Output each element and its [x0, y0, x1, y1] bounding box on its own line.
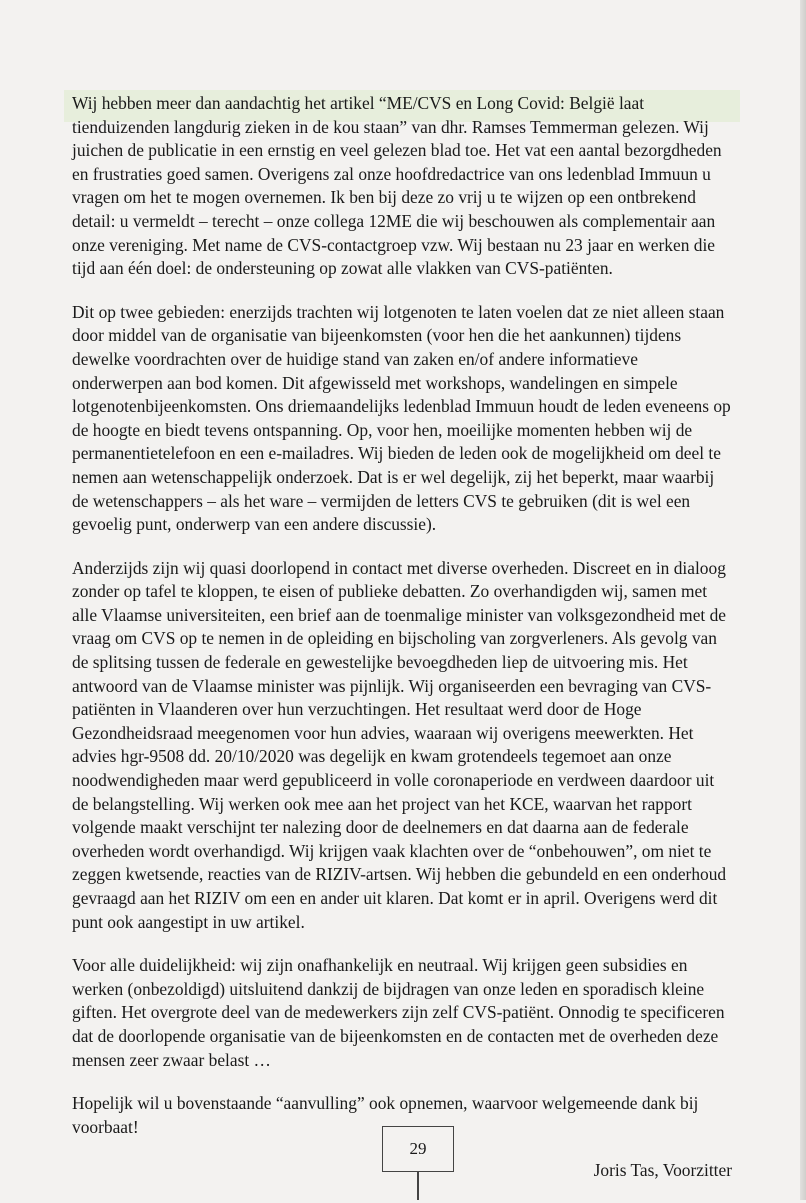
article-body	[72, 92, 732, 1203]
signature: Joris Tas, Voorzitter	[593, 1160, 732, 1181]
page-number: 29	[409, 1139, 427, 1158]
page-number-box	[382, 1126, 454, 1172]
closing-paragraph: Hopelijk wil u bovenstaande “aanvulling” ook opnemen, waarvoor welgemeende dank bij voorbaat!	[72, 1093, 699, 1137]
paragraph-2: Dit op twee gebieden: enerzijds trachten wij lotgenoten te laten voelen dat ze niet alleen staan door middel van de organisatie van bijeenkomsten (voor hen die het aankunnen) tijdens dewelke voordrachten over de huidige stand van zaken en/of andere informatieve onderwerpen aan bod komen. Dit afgewisseld met workshops, wandelingen en simpele lotgenotenbijeenkomsten. Ons driemaandelijks ledenblad Immuun houdt de leden eveneens op de hoogte en biedt tevens ontspanning. Op, voor hen, moeilijke momenten hebben wij de permanentietelefoon en een e-mailadres. Wij bieden de leden ook de mogelijkheid om deel te nemen aan wetenschappelijk onderzoek. Dat is er wel degelijk, zij het beperkt, maar waarbij de wetenschappers – als het ware – vermijden de letters CVS te gebruiken (dit is wel een gevoelig punt, onderwerp van een andere discussie).	[72, 301, 731, 535]
paragraph-1: Wij hebben meer dan aandachtig het artikel “ME/CVS en Long Covid: België laat tienduizenden langdurig zieken in de kou staan” van dhr. Ramses Temmerman gelezen. Wij juichen de publicatie in een ernstig en veel gelezen blad toe. Het vat een aantal bezorgdheden en frustraties goed samen. Overigens zal onze hoofdredactrice van ons ledenblad Immuun u vragen om het te mogen overnemen. Ik ben bij deze zo vrij u te wijzen op een ontbrekend detail: u vermeldt – terecht – onze collega 12ME die wij beschouwen als complementair aan onze vereniging. Met name de CVS-contactgroep vzw. Wij bestaan nu 23 jaar en werken die tijd aan één doel: de ondersteuning op zowat alle vlakken van CVS-patiënten.	[72, 93, 722, 279]
page-edge	[800, 0, 806, 1200]
paragraph-3: Anderzijds zijn wij quasi doorlopend in contact met diverse overheden. Discreet en in dialoog zonder op tafel te kloppen, te eisen of publieke debatten. Zo overhandigden wij, samen met alle Vlaamse universiteiten, een brief aan de toenmalige minister van volksgezondheid met de vraag om CVS op te nemen in de opleiding en bijscholing van zorgverleners. Als gevolg van de splitsing tussen de federale en gewestelijke bevoegdheden liep de uitvoering mis. Het antwoord van de Vlaamse minister was pijnlijk. Wij organiseerden een bevraging van CVS-patiënten in Vlaanderen over hun verzuchtingen. Het resultaat werd door de Hoge Gezondheidsraad meegenomen voor hun advies, waaraan wij overigens meewerkten. Het advies hgr-9508 dd. 20/10/2020 was degelijk en kwam grotendeels tegemoet aan onze noodwendigheden maar werd gepubliceerd in volle coronaperiode en verdween daardoor uit de belangstelling. Wij werken ook mee aan het project van het KCE, waarvan het rapport volgende maakt verschijnt ter nalezing door de deelnemers en dat daarna aan de federale overheden wordt overhandigd. Wij krijgen vaak klachten over de “onbehouwen”, om niet te zeggen kwetsende, reacties van de RIZIV-artsen. Wij hebben die gebundeld en een onderhoud gevraagd aan het RIZIV om een en ander uit klaren. Dat komt er in april. Overigens werd dit punt ook aangestipt in uw artikel.	[72, 557, 727, 932]
page-number-stem	[417, 1172, 419, 1200]
paragraph-4: Voor alle duidelijkheid: wij zijn onafhankelijk en neutraal. Wij krijgen geen subsidies en werken (onbezoldigd) uitsluitend dankzij de bijdragen van onze leden en sporadisch kleine giften. Het overgrote deel van de medewerkers zijn zelf CVS-patiënt. Onnodig te specificeren dat de doorlopende organisatie van de bijeenkomsten en de contacten met de overheden deze mensen zeer zwaar belast …	[72, 955, 725, 1070]
